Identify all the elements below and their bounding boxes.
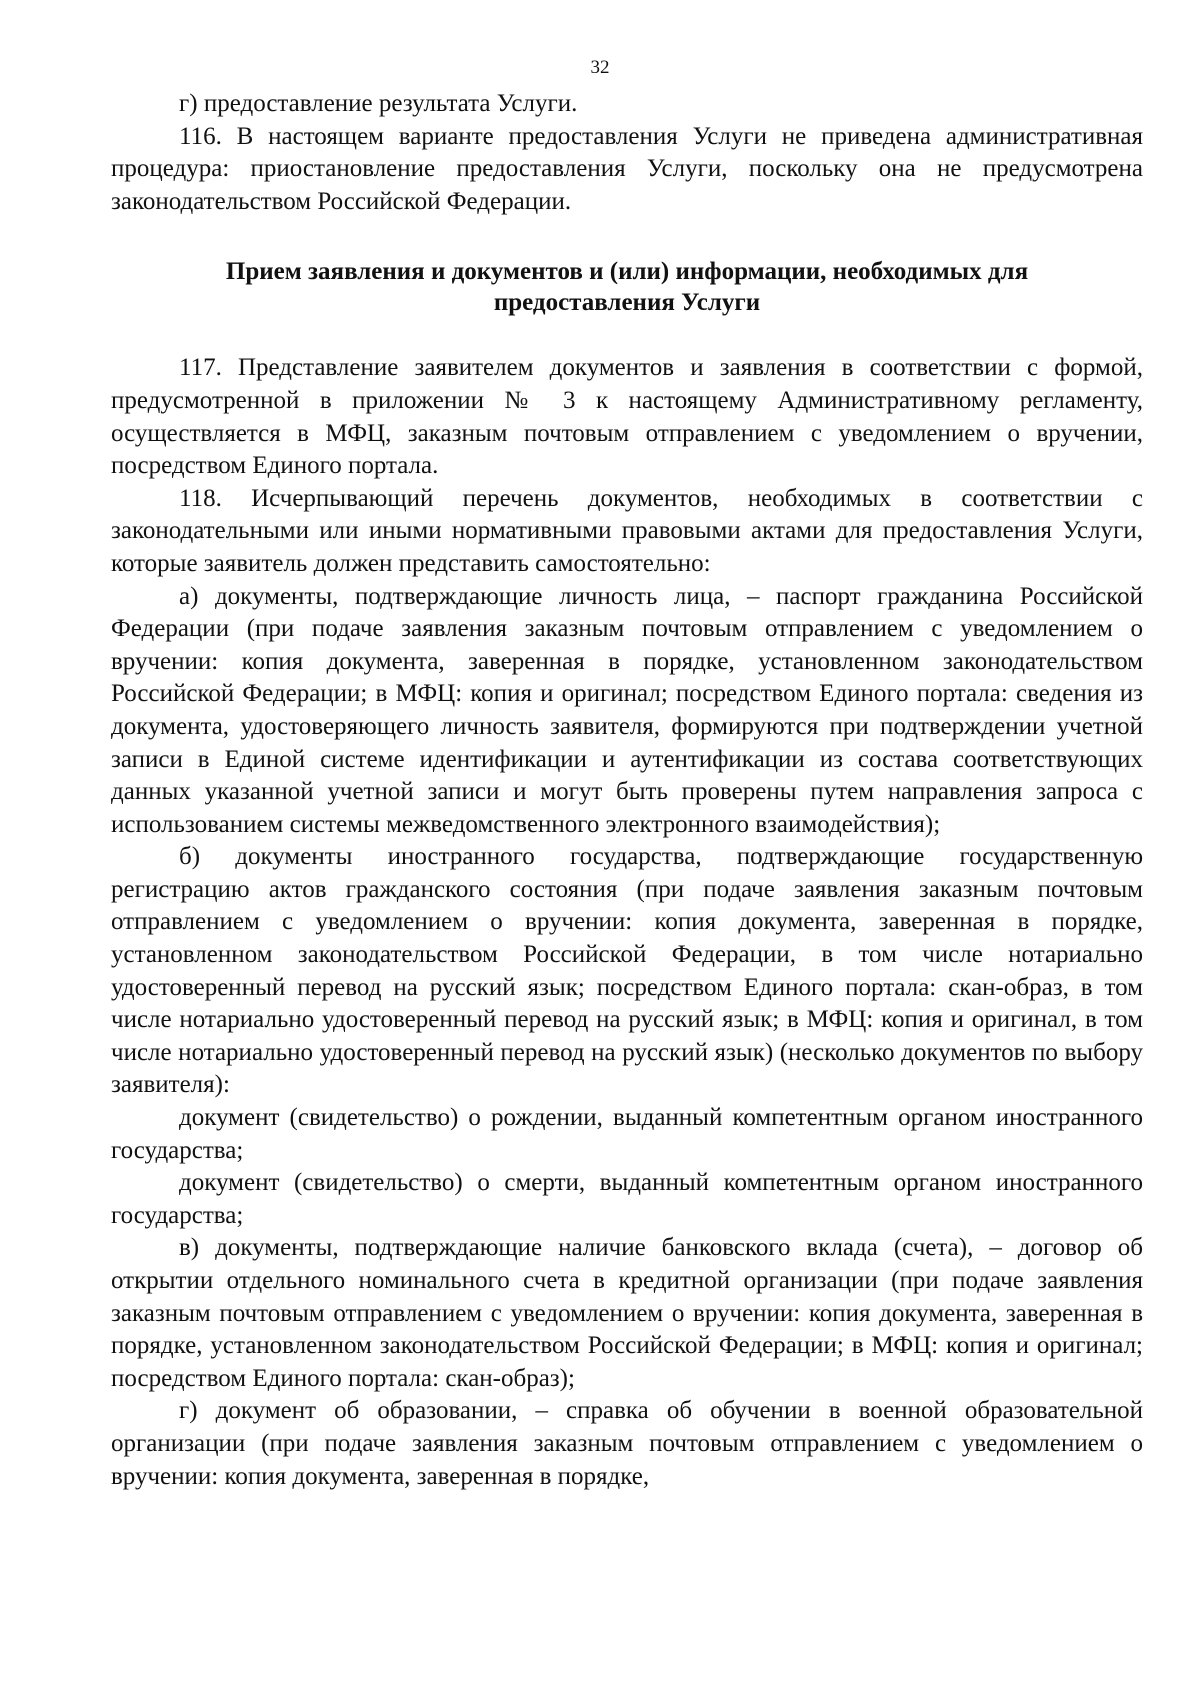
list-item-b-foreign-documents: б) документы иностранного государства, подтверждающие государственную регистрацию актов гражданского состояния (при подаче заявления заказным почтовым отправлением с уведомлением о вручении: копия документа, заверенная в порядке, установленном законодательством Российской Федерации, в том числе нотариально удостоверенный перевод на русский язык; посредством Единого портала: скан-образ, в том числе нотариально удостоверенный перевод на русский язык; в МФЦ: копия и оригинал, в том числе нотариально удостоверенный перевод на русский язык) (несколько документов по выбору заявителя): bbox=[111, 843, 1143, 1099]
paragraph-116: 116. В настоящем варианте предоставления Услуги не приведена административная процедура: приостановление предоставления Услуги, поскольку она не предусмотрена законодательством Российской Федерации. bbox=[111, 122, 1143, 215]
document-body bbox=[111, 88, 1143, 1493]
paragraph-118: 118. Исчерпывающий перечень документов, необходимых в соответствии с законодательными или иными нормативными правовыми актами для предоставления Услуги, которые заявитель должен представить самостоятельно: bbox=[111, 484, 1143, 577]
list-subitem-birth-certificate: документ (свидетельство) о рождении, выданный компетентным органом иностранного государства; bbox=[111, 1104, 1143, 1164]
list-subitem-death-certificate: документ (свидетельство) о смерти, выданный компетентным органом иностранного государства; bbox=[111, 1169, 1143, 1229]
section-heading-line-1: Прием заявления и документов и (или) информации, необходимых для bbox=[225, 258, 1029, 286]
list-item-g-education-document: г) документ об образовании, – справка об обучении в военной образовательной организации (при подаче заявления заказным почтовым отправлением с уведомлением о вручении: копия документа, заверенная в порядке, bbox=[111, 1397, 1143, 1490]
section-heading bbox=[111, 256, 1143, 318]
section-heading-line-2: предоставления Услуги bbox=[493, 289, 761, 317]
paragraph-117: 117. Представление заявителем документов и заявления в соответствии с формой, предусмотренной в приложении № 3 к настоящему Административному регламенту, осуществляется в МФЦ, заказным почтовым отправлением с уведомлением о вручении, посредством Единого портала. bbox=[111, 354, 1143, 480]
paragraph-result-provision: г) предоставление результата Услуги. bbox=[179, 90, 578, 117]
list-item-a-identity-documents: а) документы, подтверждающие личность лица, – паспорт гражданина Российской Федерации (при подаче заявления заказным почтовым отправлением с уведомлением о вручении: копия документа, заверенная в порядке, установленном законодательством Российской Федерации; в МФЦ: копия и оригинал; посредством Единого портала: сведения из документа, удостоверяющего личность заявителя, формируются при подтверждении учетной записи в Единой системе идентификации и аутентификации из состава соответствующих данных указанной учетной записи и могут быть проверены путем направления запроса с использованием системы межведомственного электронного взаимодействия); bbox=[111, 582, 1143, 838]
list-item-v-bank-deposit: в) документы, подтверждающие наличие банковского вклада (счета), – договор об открытии отдельного номинального счета в кредитной организации (при подаче заявления заказным почтовым отправлением с уведомлением о вручении: копия документа, заверенная в порядке, установленном законодательством Российской Федерации; в МФЦ: копия и оригинал; посредством Единого портала: скан-образ); bbox=[111, 1234, 1143, 1392]
page-number: 32 bbox=[590, 57, 610, 78]
